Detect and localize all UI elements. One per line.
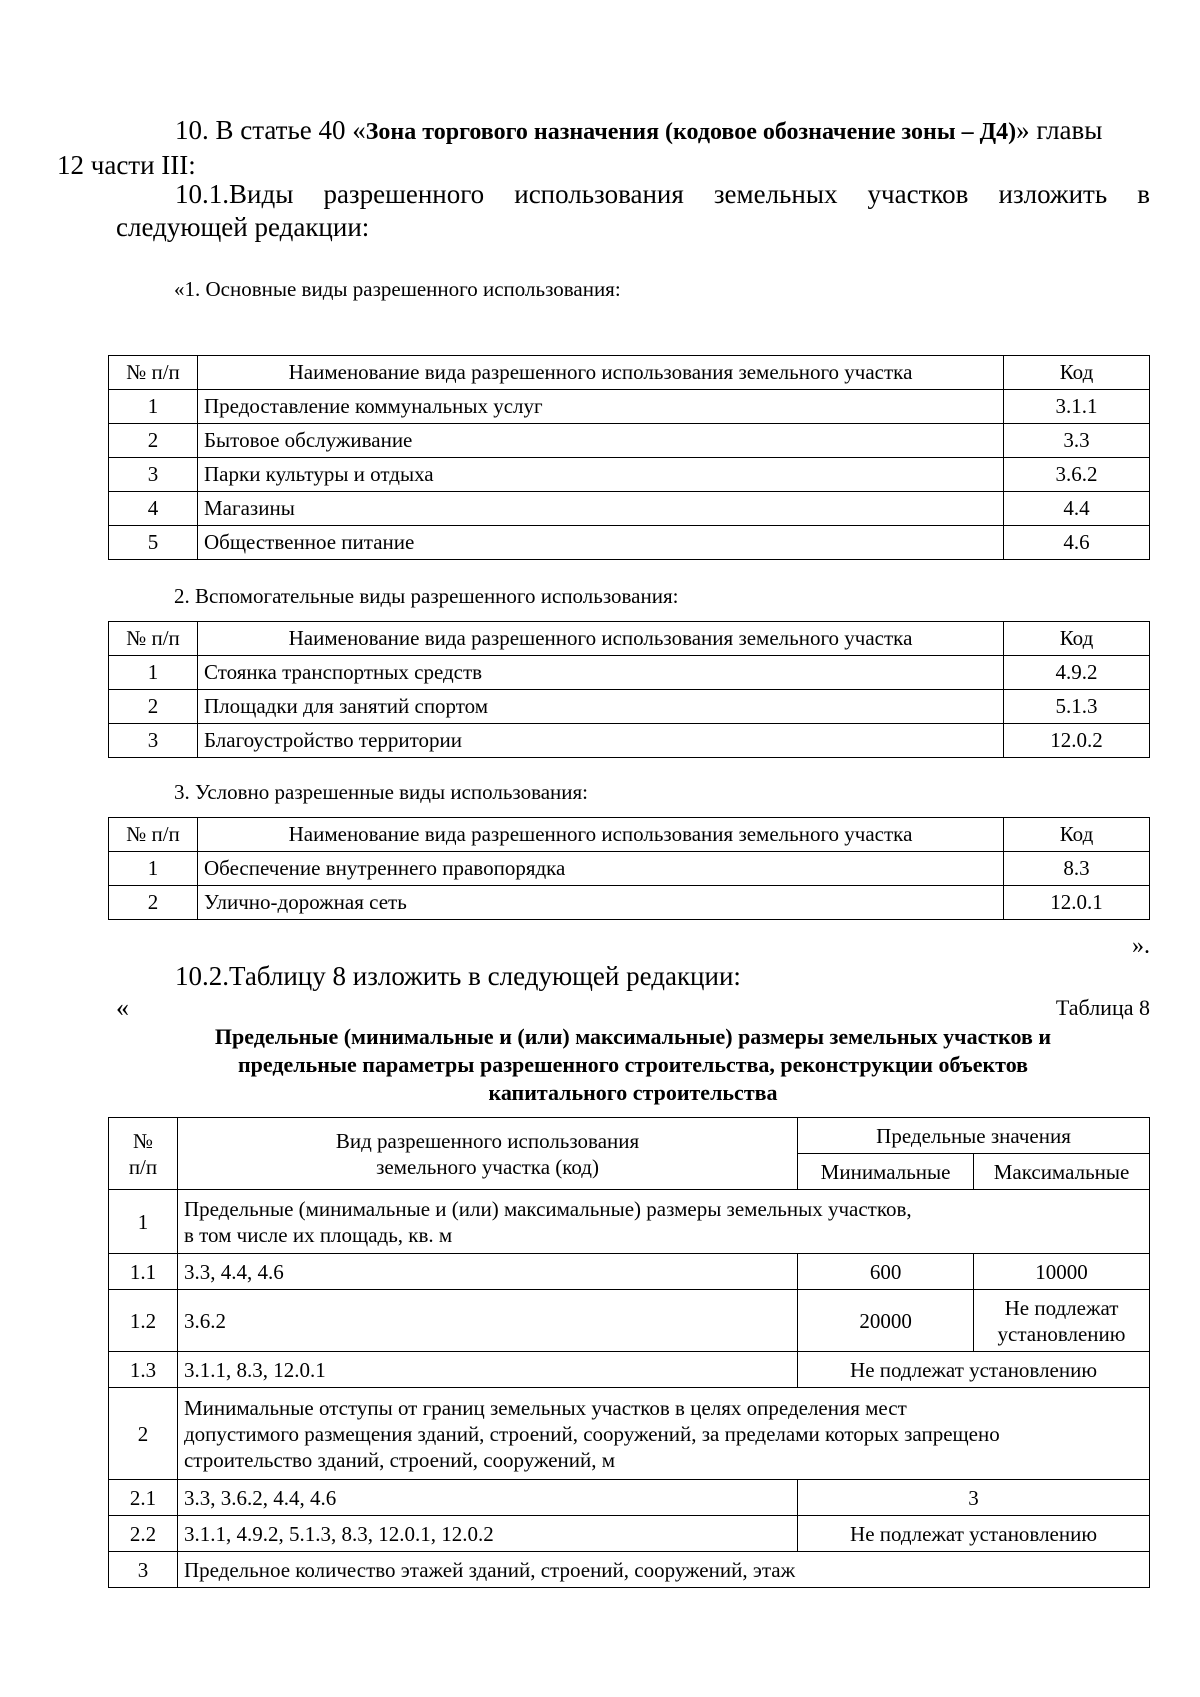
table8-title-line: капитального строительства: [488, 1080, 778, 1105]
row-num: 1: [109, 852, 198, 886]
row-text-line: строительство зданий, строений, сооружений, м: [183, 1447, 616, 1472]
table-row: [109, 526, 1150, 560]
table-row: [109, 690, 1150, 724]
row-kind: 3.3, 3.6.2, 4.4, 4.6: [177, 1480, 797, 1516]
row-value: Не подлежат установлению: [798, 1352, 1150, 1388]
table8-header-row: [109, 1118, 1150, 1154]
p10-1-line1: 10.1.Виды разрешенного использования земельных участков изложить в: [175, 179, 1150, 209]
row-name: Магазины: [198, 492, 1004, 526]
row-code: 4.6: [1004, 526, 1150, 560]
table-row: [109, 1290, 1150, 1352]
row-kind: 3.6.2: [177, 1290, 797, 1352]
row-name: Улично-дорожная сеть: [198, 886, 1004, 920]
row-num: 1: [109, 656, 198, 690]
paragraph-10-1: [116, 178, 1150, 244]
row-code: 3.1.1: [1004, 390, 1150, 424]
table-row: [109, 1190, 1150, 1254]
table-row: [109, 1516, 1150, 1552]
table8-title-line: Предельные (минимальные и (или) максимальные) размеры земельных участков и: [214, 1024, 1052, 1049]
t8-head-kind-line: земельного участка (код): [376, 1154, 599, 1179]
list1-title: «1. Основные виды разрешенного использования:: [174, 277, 621, 301]
row-num: 2: [109, 886, 198, 920]
list2-title: 2. Вспомогательные виды разрешенного использования:: [174, 584, 679, 608]
row-value: 3: [798, 1480, 1150, 1516]
table-row: [109, 1552, 1150, 1588]
table-header-row: [109, 818, 1150, 852]
row-code: 4.9.2: [1004, 656, 1150, 690]
table8-title-line: предельные параметры разрешенного строительства, реконструкции объектов: [237, 1052, 1029, 1077]
row-text-line: допустимого размещения зданий, строений, сооружений, за пределами которых запрещено: [183, 1421, 1000, 1446]
table-row: [109, 1254, 1150, 1290]
col-name-header: Наименование вида разрешенного использования земельного участка: [198, 818, 1004, 852]
row-kind: 3.1.1, 4.9.2, 5.1.3, 8.3, 12.0.1, 12.0.2: [177, 1516, 797, 1552]
table-row: [109, 390, 1150, 424]
row-max: [974, 1290, 1150, 1352]
row-kind: 3.1.1, 8.3, 12.0.1: [177, 1352, 797, 1388]
table-header-row: [109, 356, 1150, 390]
p10-1-line2: следующей редакции:: [116, 212, 370, 242]
table-row: [109, 656, 1150, 690]
row-text-line: в том числе их площадь, кв. м: [183, 1222, 453, 1247]
table-row: [109, 1480, 1150, 1516]
row-num: 2: [109, 1388, 178, 1480]
row-text: [177, 1190, 1149, 1254]
col-name-header: Наименование вида разрешенного использования земельного участка: [198, 622, 1004, 656]
main-uses-table: [108, 355, 1150, 560]
closing-quote: ».: [1132, 933, 1150, 959]
list3-title: 3. Условно разрешенные виды использования:: [174, 780, 589, 804]
row-code: 3.3: [1004, 424, 1150, 458]
table8-label: Таблица 8: [1055, 995, 1150, 1020]
row-text-line: Минимальные отступы от границ земельных участков в целях определения мест: [183, 1395, 907, 1420]
table-row: [109, 724, 1150, 758]
table-row: [109, 886, 1150, 920]
col-num-header: № п/п: [109, 818, 198, 852]
row-max-line: установлению: [997, 1321, 1126, 1346]
row-code: 5.1.3: [1004, 690, 1150, 724]
col-num-header: № п/п: [109, 356, 198, 390]
row-name: Обеспечение внутреннего правопорядка: [198, 852, 1004, 886]
table8-title: [116, 1023, 1150, 1107]
row-num: 3: [109, 1552, 178, 1588]
table-header-row: [109, 622, 1150, 656]
p10-start: 10. В статье 40 «: [175, 115, 366, 145]
t8-head-num: № п/п: [109, 1118, 178, 1190]
p10-end: » главы: [1016, 115, 1103, 145]
row-name: Общественное питание: [198, 526, 1004, 560]
table-row: [109, 424, 1150, 458]
row-name: Парки культуры и отдыха: [198, 458, 1004, 492]
t8-head-limits: Предельные значения: [798, 1118, 1150, 1154]
t8-head-kind: [177, 1118, 797, 1190]
row-num: 1: [109, 1190, 178, 1254]
row-code: 12.0.1: [1004, 886, 1150, 920]
row-code: 12.0.2: [1004, 724, 1150, 758]
table8: [108, 1117, 1150, 1588]
row-num: 5: [109, 526, 198, 560]
row-max-line: Не подлежат: [1004, 1295, 1119, 1320]
col-code-header: Код: [1004, 818, 1150, 852]
table-row: [109, 458, 1150, 492]
paragraph-10: [57, 114, 1150, 182]
row-num: 3: [109, 724, 198, 758]
row-name: Площадки для занятий спортом: [198, 690, 1004, 724]
paragraph-10-2: 10.2.Таблицу 8 изложить в следующей редакции:: [175, 961, 741, 991]
row-text: [177, 1388, 1149, 1480]
row-num: 3: [109, 458, 198, 492]
row-num: 2: [109, 424, 198, 458]
col-name-header: Наименование вида разрешенного использования земельного участка: [198, 356, 1004, 390]
row-kind: 3.3, 4.4, 4.6: [177, 1254, 797, 1290]
row-num: 4: [109, 492, 198, 526]
row-num: 1.3: [109, 1352, 178, 1388]
row-min: 20000: [798, 1290, 974, 1352]
row-name: Стоянка транспортных средств: [198, 656, 1004, 690]
table8-label-line: [116, 995, 1150, 1022]
col-code-header: Код: [1004, 356, 1150, 390]
table-row: [109, 492, 1150, 526]
row-num: 1.2: [109, 1290, 178, 1352]
row-num: 2.2: [109, 1516, 178, 1552]
row-min: 600: [798, 1254, 974, 1290]
conditional-uses-table: [108, 817, 1150, 920]
row-code: 8.3: [1004, 852, 1150, 886]
t8-head-min: Минимальные: [798, 1154, 974, 1190]
auxiliary-uses-table: [108, 621, 1150, 758]
row-name: Бытовое обслуживание: [198, 424, 1004, 458]
row-text: Предельное количество этажей зданий, строений, сооружений, этаж: [177, 1552, 1149, 1588]
row-num: 1.1: [109, 1254, 178, 1290]
table-row: [109, 852, 1150, 886]
row-text-line: Предельные (минимальные и (или) максимальные) размеры земельных участков,: [183, 1196, 912, 1221]
row-code: 4.4: [1004, 492, 1150, 526]
table-row: [109, 1352, 1150, 1388]
zone-name: Зона торгового назначения (кодовое обозначение зоны – Д4): [365, 119, 1017, 145]
opening-quote: «: [116, 993, 129, 1022]
t8-head-kind-line: Вид разрешенного использования: [335, 1128, 640, 1153]
row-name: Благоустройство территории: [198, 724, 1004, 758]
row-name: Предоставление коммунальных услуг: [198, 390, 1004, 424]
row-num: 2: [109, 690, 198, 724]
p10-line2: 12 части III:: [57, 150, 196, 180]
row-max: 10000: [974, 1254, 1150, 1290]
col-code-header: Код: [1004, 622, 1150, 656]
col-num-header: № п/п: [109, 622, 198, 656]
row-code: 3.6.2: [1004, 458, 1150, 492]
table-row: [109, 1388, 1150, 1480]
row-value: Не подлежат установлению: [798, 1516, 1150, 1552]
t8-head-max: Максимальные: [974, 1154, 1150, 1190]
row-num: 1: [109, 390, 198, 424]
row-num: 2.1: [109, 1480, 178, 1516]
